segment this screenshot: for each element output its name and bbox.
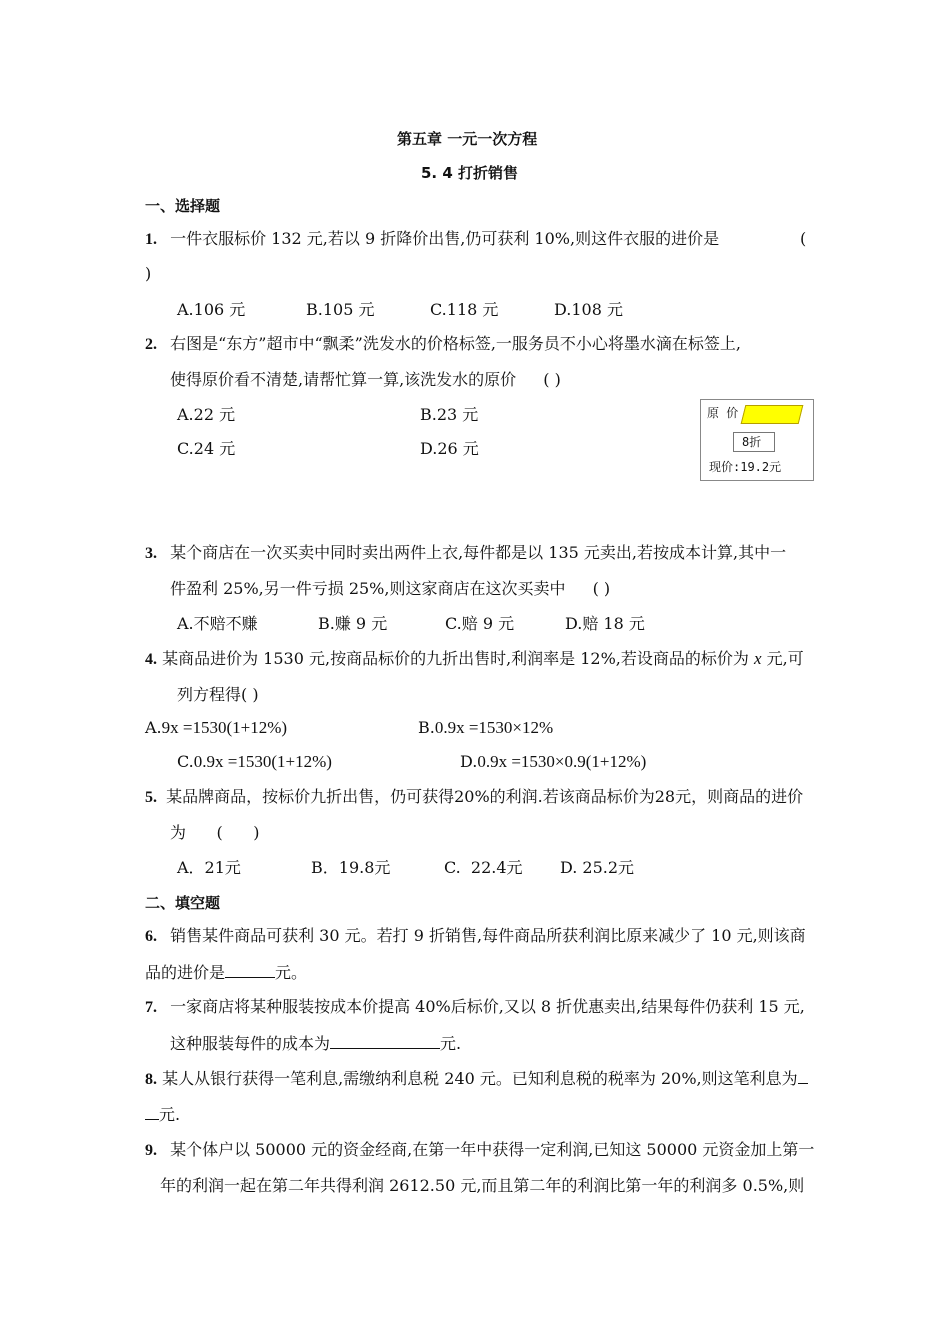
question-text: 一件衣服标价 132 元,若以 9 折降价出售,仍可获利 10%,则这件衣服的进价是 (170, 229, 720, 248)
ink-stain-icon (741, 405, 804, 424)
question-number: 3. (145, 545, 157, 562)
question-text: 某商品进价为 1530 元,按商品标价的九折出售时,利润率是 12%,若设商品的标价为 (162, 649, 749, 668)
question-3-line2 (170, 578, 610, 600)
answer-blank[interactable] (330, 1032, 440, 1049)
option-b: B.105 元 (306, 300, 375, 319)
current-price-label: 现价:19.2元 (709, 460, 782, 474)
equation: 0.9x =1530(1+12%) (193, 752, 332, 771)
equation: 0.9x =1530×12% (434, 718, 554, 737)
option-c: C.赔 9 元 (445, 614, 515, 633)
option-b: B.23 元 (420, 405, 479, 424)
option-label: B. (418, 718, 435, 737)
option-b (418, 717, 553, 739)
question-number: 4. (145, 651, 157, 668)
question-text: 右图是“东方”超市中“飘柔”洗发水的价格标签,一服务员不小心将墨水滴在标签上, (170, 334, 741, 353)
question-text: 某人从银行获得一笔利息,需缴纳利息税 240 元。已知利息税的税率为 20%,则这笔利息为 (162, 1069, 798, 1088)
question-number: 7. (145, 999, 157, 1016)
question-number: 9. (145, 1142, 157, 1159)
option-label: D. (460, 752, 478, 771)
section-title: 5. 4 打折销售 (421, 164, 519, 182)
answer-blank-end[interactable] (145, 1103, 159, 1120)
option-c: C.24 元 (177, 439, 236, 458)
option-b: B．19.8元 (311, 858, 391, 877)
question-number: 8. (145, 1071, 157, 1088)
option-label: A. (145, 718, 162, 737)
question-text-tail: 元. (440, 1034, 462, 1053)
question-text: 使得原价看不清楚,请帮忙算一算,该洗发水的原价 (170, 370, 517, 389)
discount-label: 8折 (742, 435, 762, 449)
question-text: 某品牌商品，按标价九折出售，仍可获得20%的利润.若该商品标价为28元，则商品的进价 (166, 787, 804, 806)
question-text: 销售某件商品可获利 30 元。若打 9 折销售,每件商品所获利润比原来减少了 10 元,则该商 (170, 926, 806, 945)
question-8-line2 (145, 1103, 180, 1126)
option-a (145, 717, 287, 739)
option-a: A.不赔不赚 (177, 614, 258, 633)
answer-blank-start[interactable] (798, 1067, 808, 1084)
section-choice-heading: 一、选择题 (145, 197, 221, 215)
option-d: D.26 元 (420, 439, 479, 458)
question-6 (145, 925, 806, 948)
question-text: 一家商店将某种服装按成本价提高 40%后标价,又以 8 折优惠卖出,结果每件仍获利 15 元, (170, 997, 805, 1016)
option-c: C.118 元 (430, 300, 499, 319)
question-5 (145, 786, 803, 809)
question-text: 这种服装每件的成本为 (170, 1034, 331, 1053)
question-4-line2: 列方程得( ) (177, 685, 259, 704)
question-9-line2: 年的利润一起在第二年共得利润 2612.50 元,而且第二年的利润比第一年的利润多 0.5%,则 (160, 1176, 805, 1195)
option-a: A.22 元 (177, 405, 236, 424)
answer-blank[interactable] (225, 961, 275, 978)
question-text: 某个体户以 50000 元的资金经商,在第一年中获得一定利润,已知这 50000 元资金加上第一 (170, 1140, 815, 1159)
option-b: B.赚 9 元 (318, 614, 388, 633)
option-d: D.108 元 (554, 300, 623, 319)
question-number: 2. (145, 336, 157, 353)
question-text-tail: 元,可 (766, 649, 804, 668)
option-d: D. 25.2元 (560, 858, 635, 877)
option-a: A.106 元 (177, 300, 246, 319)
answer-paren-left: ( (800, 229, 807, 248)
chapter-title: 第五章 一元一次方程 (397, 130, 538, 148)
question-number: 1. (145, 231, 157, 248)
question-7 (145, 996, 805, 1019)
answer-paren: ( ) (543, 370, 561, 389)
option-c (177, 751, 332, 773)
question-5-line2: 为 ( ) (170, 823, 260, 842)
question-4 (145, 648, 804, 671)
question-3 (145, 542, 786, 565)
equation: 0.9x =1530×0.9(1+12%) (477, 752, 647, 771)
question-6-line2 (145, 961, 307, 984)
question-text: 某个商店在一次买卖中同时卖出两件上衣,每件都是以 135 元卖出,若按成本计算,其中一 (170, 543, 787, 562)
question-1 (145, 228, 719, 251)
option-label: C. (177, 752, 194, 771)
option-d: D.赔 18 元 (565, 614, 645, 633)
question-text-tail: 元. (159, 1105, 181, 1124)
question-text-tail: 元。 (275, 963, 308, 982)
question-text: 品的进价是 (145, 963, 226, 982)
section-fill-heading: 二、填空题 (145, 894, 221, 912)
question-2-line2 (170, 369, 561, 391)
original-price-label: 原 价 (707, 406, 739, 420)
question-8 (145, 1067, 808, 1091)
option-a: A．21元 (177, 858, 241, 877)
question-number: 6. (145, 928, 157, 945)
answer-paren-right: ) (145, 264, 152, 283)
option-d (460, 751, 646, 773)
option-c: C. 22.4元 (444, 858, 523, 877)
question-text: 件盈利 25%,另一件亏损 25%,则这家商店在这次买卖中 (170, 579, 566, 598)
question-7-line2 (170, 1032, 461, 1055)
question-number: 5. (145, 789, 157, 806)
variable-x: x (754, 649, 762, 668)
equation: 9x =1530(1+12%) (161, 718, 288, 737)
question-9 (145, 1139, 814, 1162)
answer-paren: ( ) (592, 579, 611, 598)
question-2 (145, 333, 741, 356)
